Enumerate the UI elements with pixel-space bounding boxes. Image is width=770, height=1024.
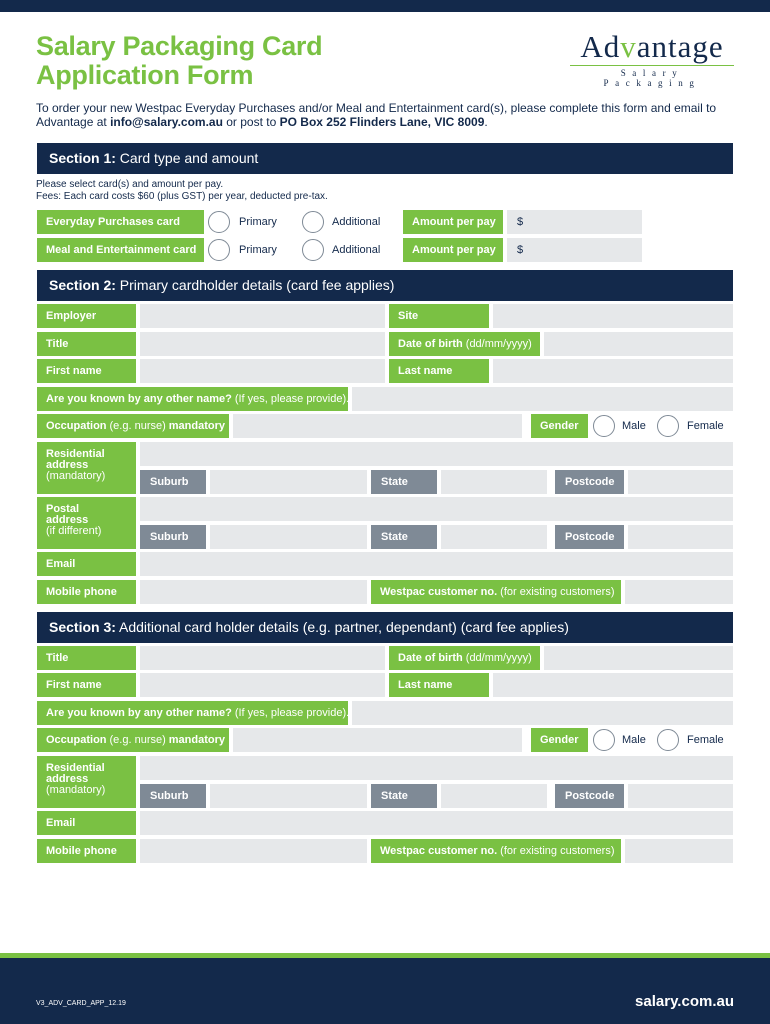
s3-gender-female-label: Female	[687, 734, 724, 746]
s3-gender-label: Gender	[531, 728, 588, 752]
gender-label: Gender	[531, 414, 588, 438]
post-suburb-label: Suburb	[140, 525, 206, 549]
section2-heading: Section 2: Primary cardholder details (card fee applies)	[37, 270, 733, 301]
s3-residential-address-label: Residential address (mandatory)	[37, 756, 136, 808]
dob-label: Date of birth (dd/mm/yyyy)	[389, 332, 540, 356]
title-label: Title	[37, 332, 136, 356]
s3-dob-field[interactable]	[544, 646, 733, 670]
s3-occupation-field[interactable]	[233, 728, 522, 752]
s3-title-label: Title	[37, 646, 136, 670]
s3-postcode-field[interactable]	[628, 784, 733, 808]
known-as-label: Are you known by any other name? (If yes, please provide).	[37, 387, 348, 411]
s3-last-name-field[interactable]	[493, 673, 733, 697]
meal-amount-field[interactable]: $	[507, 238, 642, 262]
meal-amount-label: Amount per pay	[403, 238, 503, 262]
s3-email-label: Email	[37, 811, 136, 835]
s3-mobile-field[interactable]	[140, 839, 367, 863]
s3-gender-male-label: Male	[622, 734, 646, 746]
everyday-primary-radio[interactable]	[208, 211, 230, 233]
section1-note: Please select card(s) and amount per pay. Fees: Each card costs $60 (plus GST) per year, deducted pre-tax.	[36, 179, 328, 202]
postal-address: PO Box 252 Flinders Lane, VIC 8009	[279, 115, 485, 129]
s3-postcode-label: Postcode	[555, 784, 624, 808]
post-postcode-field[interactable]	[628, 525, 733, 549]
s3-last-name-label: Last name	[389, 673, 489, 697]
s3-westpac-no-label: Westpac customer no. (for existing customers)	[371, 839, 621, 863]
residential-address-label: Residential address (mandatory)	[37, 442, 136, 494]
logo-check-icon: v	[620, 29, 637, 64]
employer-field[interactable]	[140, 304, 385, 328]
s3-known-as-field[interactable]	[352, 701, 733, 725]
s3-first-name-field[interactable]	[140, 673, 385, 697]
form-title-line2: Application Form	[36, 60, 254, 90]
site-field[interactable]	[493, 304, 733, 328]
dob-field[interactable]	[544, 332, 733, 356]
title-field[interactable]	[140, 332, 385, 356]
form-version-code: V3_ADV_CARD_APP_12.19	[36, 1000, 126, 1007]
res-suburb-label: Suburb	[140, 470, 206, 494]
known-as-field[interactable]	[352, 387, 733, 411]
section1-heading: Section 1: Card type and amount	[37, 143, 733, 174]
gender-female-radio[interactable]	[657, 415, 679, 437]
occupation-field[interactable]	[233, 414, 522, 438]
meal-additional-label: Additional	[332, 244, 381, 256]
s3-suburb-field[interactable]	[210, 784, 367, 808]
s3-westpac-no-field[interactable]	[625, 839, 733, 863]
post-postcode-label: Postcode	[555, 525, 624, 549]
westpac-no-label: Westpac customer no. (for existing customers)	[371, 580, 621, 604]
residential-address-field[interactable]	[140, 442, 733, 466]
s3-state-field[interactable]	[441, 784, 547, 808]
everyday-primary-label: Primary	[239, 216, 277, 228]
intro-text: To order your new Westpac Everyday Purchases and/or Meal and Entertainment card(s), please complete this form and email to Advantage at info@salary.com.au or post to PO Box 252 Flinders Lane, VIC 8009.	[36, 101, 717, 129]
section3-heading: Section 3: Additional card holder details (e.g. partner, dependant) (card fee applies)	[37, 612, 733, 643]
westpac-no-field[interactable]	[625, 580, 733, 604]
footer-website[interactable]: salary.com.au	[635, 993, 734, 1010]
meal-card-label: Meal and Entertainment card	[37, 238, 204, 262]
site-label: Site	[389, 304, 489, 328]
s3-gender-male-radio[interactable]	[593, 729, 615, 751]
gender-male-radio[interactable]	[593, 415, 615, 437]
advantage-logo	[568, 29, 736, 88]
occupation-label: Occupation (e.g. nurse) mandatory	[37, 414, 229, 438]
mobile-field[interactable]	[140, 580, 367, 604]
logo-wordmark: Advantage	[580, 29, 724, 64]
res-postcode-field[interactable]	[628, 470, 733, 494]
s3-suburb-label: Suburb	[140, 784, 206, 808]
res-suburb-field[interactable]	[210, 470, 367, 494]
top-bar	[0, 0, 770, 12]
everyday-additional-label: Additional	[332, 216, 381, 228]
email-label: Email	[37, 552, 136, 576]
last-name-field[interactable]	[493, 359, 733, 383]
everyday-additional-radio[interactable]	[302, 211, 324, 233]
s3-residential-address-field[interactable]	[140, 756, 733, 780]
s3-title-field[interactable]	[140, 646, 385, 670]
s3-email-field[interactable]	[140, 811, 733, 835]
mobile-label: Mobile phone	[37, 580, 136, 604]
s3-first-name-label: First name	[37, 673, 136, 697]
gender-female-label: Female	[687, 420, 724, 432]
postal-address-label: Postal address (if different)	[37, 497, 136, 549]
s3-gender-female-radio[interactable]	[657, 729, 679, 751]
meal-additional-radio[interactable]	[302, 239, 324, 261]
email-field[interactable]	[140, 552, 733, 576]
last-name-label: Last name	[389, 359, 489, 383]
s3-state-label: State	[371, 784, 437, 808]
meal-primary-label: Primary	[239, 244, 277, 256]
first-name-label: First name	[37, 359, 136, 383]
employer-label: Employer	[37, 304, 136, 328]
post-suburb-field[interactable]	[210, 525, 367, 549]
footer-bar	[0, 953, 770, 1024]
form-title-line1: Salary Packaging Card	[36, 31, 323, 61]
first-name-field[interactable]	[140, 359, 385, 383]
logo-rule	[570, 65, 734, 66]
logo-subtitle: Salary Packaging	[603, 68, 701, 88]
res-state-field[interactable]	[441, 470, 547, 494]
meal-primary-radio[interactable]	[208, 239, 230, 261]
everyday-amount-field[interactable]: $	[507, 210, 642, 234]
everyday-amount-label: Amount per pay	[403, 210, 503, 234]
post-state-field[interactable]	[441, 525, 547, 549]
post-state-label: State	[371, 525, 437, 549]
gender-male-label: Male	[622, 420, 646, 432]
s3-dob-label: Date of birth (dd/mm/yyyy)	[389, 646, 540, 670]
postal-address-field[interactable]	[140, 497, 733, 521]
everyday-card-label: Everyday Purchases card	[37, 210, 204, 234]
s3-occupation-label: Occupation (e.g. nurse) mandatory	[37, 728, 229, 752]
res-state-label: State	[371, 470, 437, 494]
s3-mobile-label: Mobile phone	[37, 839, 136, 863]
s3-known-as-label: Are you known by any other name? (If yes, please provide).	[37, 701, 348, 725]
res-postcode-label: Postcode	[555, 470, 624, 494]
form-title	[36, 32, 322, 90]
contact-email[interactable]: info@salary.com.au	[110, 115, 223, 129]
